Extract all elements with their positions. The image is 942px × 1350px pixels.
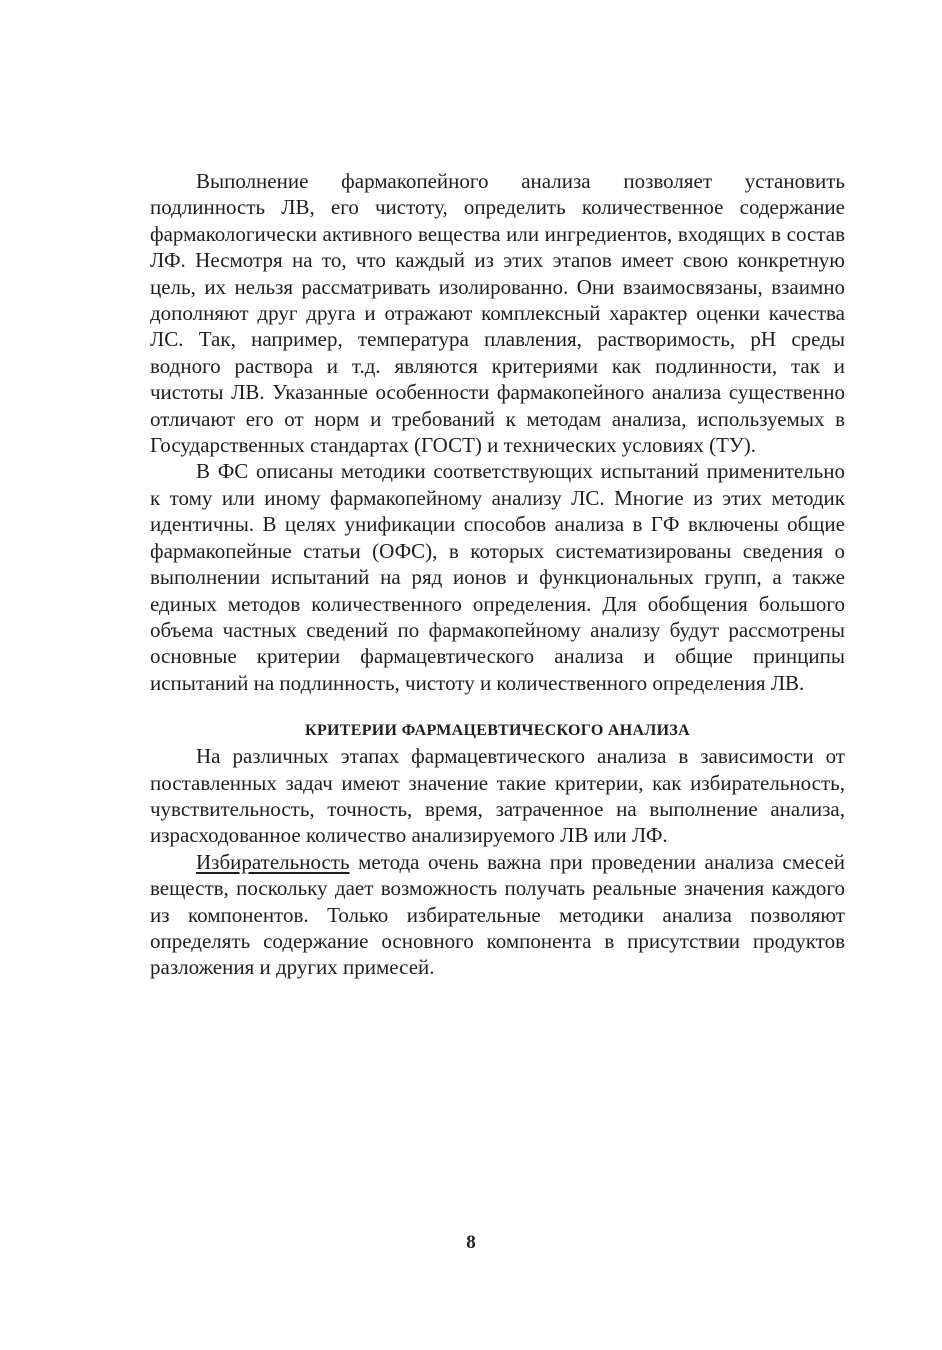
paragraph-selectivity <box>150 849 845 981</box>
paragraph-intro: Выполнение фармакопейного анализа позволяет установить подлинность ЛВ, его чистоту, определить количественное содержание фармакологически активного вещества или ингредиентов, входящих в состав ЛФ. Несмотря на то, что каждый из этих этапов имеет свою конкретную цель, их нельзя рассматривать изолированно. Они взаимосвязаны, взаимно дополняют друг друга и отражают комплексный характер оценки качества ЛС. Так, например, температура плавления, растворимость, pH среды водного раствора и т.д. являются критериями как подлинности, так и чистоты ЛВ. Указанные особенности фармакопейного анализа существенно отличают его от норм и требований к методам анализа, используемых в Государственных стандартах (ГОСТ) и технических условиях (ТУ). <box>150 169 845 458</box>
page-body <box>150 168 845 981</box>
page-number: 8 <box>466 1232 476 1253</box>
selectivity-text: метода очень важна при проведении анализа смесей веществ, поскольку дает возможность получать реальные значения каждого из компонентов. Только избирательные методики анализа позволяют определять содержание основного компонента в присутствии продуктов разложения и других примесей. <box>150 849 845 980</box>
section-heading: КРИТЕРИИ ФАРМАЦЕВТИЧЕСКОГО АНАЛИЗА <box>305 722 690 740</box>
selectivity-term: Избирательность <box>196 849 350 874</box>
paragraph-criteria: На различных этапах фармацевтического анализа в зависимости от поставленных задач имеют значение такие критерии, как избирательность, чувствительность, точность, время, затраченное на выполнение анализа, израсходованное количество анализируемого ЛВ или ЛФ. <box>150 744 845 848</box>
paragraph-fs-methods: В ФС описаны методики соответствующих испытаний применительно к тому или иному фармакопейному анализу ЛС. Многие из этих методик идентичны. В целях унификации способов анализа в ГФ включены общие фармакопейные статьи (ОФС), в которых систематизированы сведения о выполнении испытаний на ряд ионов и функциональных групп, а также единых методов количественного определения. Для обобщения большого объема частных сведений по фармакопейному анализу будут рассмотрены основные критерии фармацевтического анализа и общие принципы испытаний на подлинность, чистоту и количественного определения ЛВ. <box>150 459 845 695</box>
